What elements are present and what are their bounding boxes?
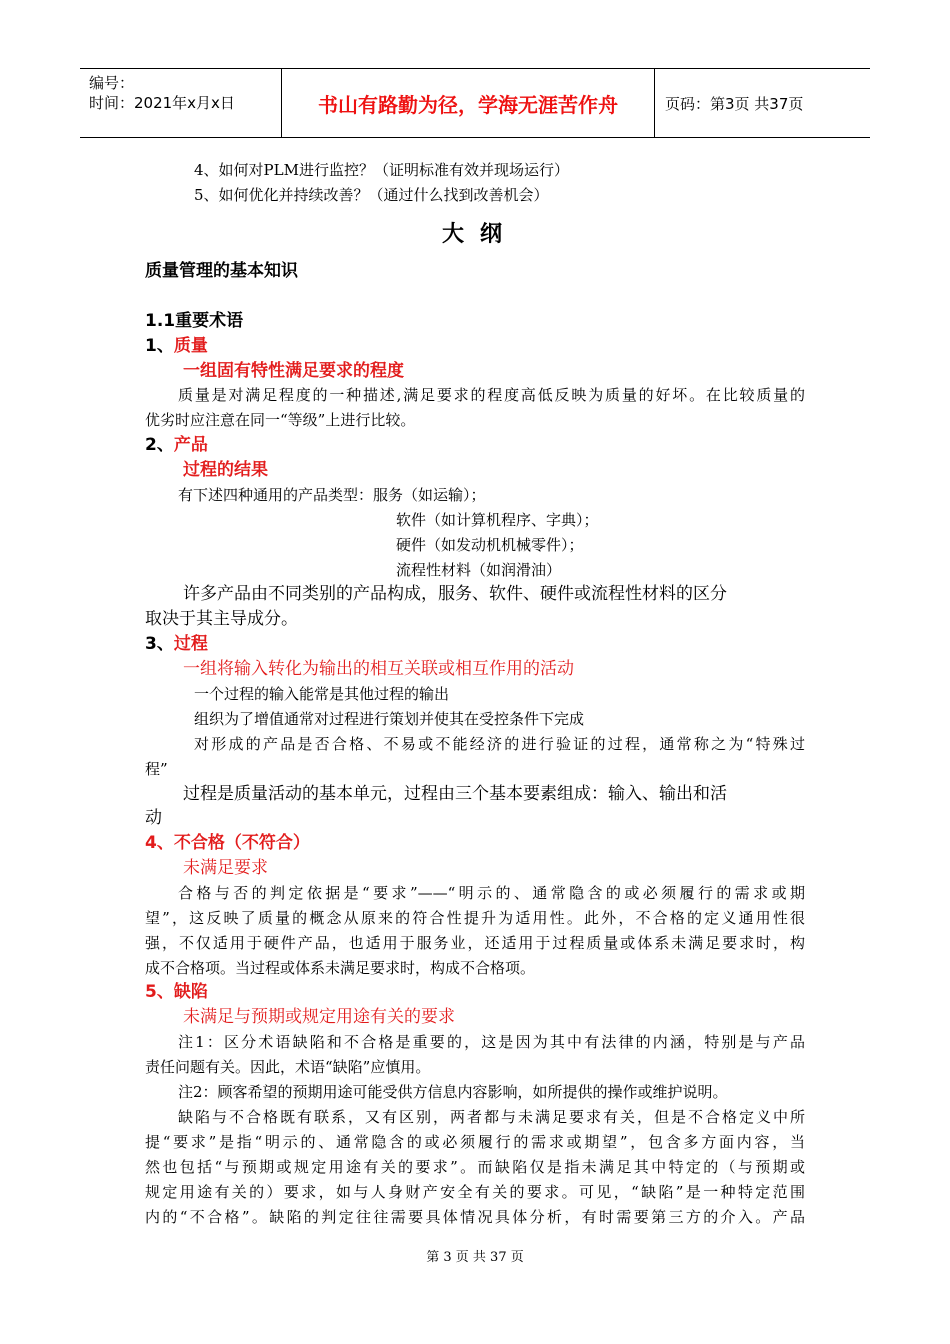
term-definition-product: 过程的结果 [183,460,268,480]
paragraph-line: 内的“不合格”。缺陷的判定往往需要具体情况具体分析，有时需要第三方的介入。产品 [145,1208,805,1226]
paragraph-line: 规定用途有关的）要求，如与人身财产安全有关的要求。可见，“缺陷”是一种特定范围 [145,1183,805,1201]
header-page-info: 页码：第3页 共37页 [665,94,804,113]
paragraph-line: 强，不仅适用于硬件产品，也适用于服务业，还适用于过程质量或体系未满足要求时，构 [145,934,805,952]
page-title: 大纲 [442,222,519,247]
note-line: 责任问题有关。因此，术语“缺陷”应慎用。 [145,1058,431,1076]
paragraph-line: 优劣时应注意在同一“等级”上进行比较。 [145,411,416,429]
product-type-line: 软件（如计算机程序、字典）； [396,511,599,529]
term-heading-quality: 1、质量 [145,336,208,356]
paragraph-line: 许多产品由不同类别的产品构成，服务、软件、硬件或流程性材料的区分 [183,584,727,604]
section-title: 质量管理的基本知识 [145,261,298,281]
term-heading-defect: 5、缺陷 [145,982,208,1002]
note-line: 注2：顾客希望的预期用途可能受供方信息内容影响，如所提供的操作或维护说明。 [178,1083,728,1101]
product-type-line: 流程性材料（如润滑油） [396,561,562,579]
paragraph-line: 组织为了增值通常对过程进行策划并使其在受控条件下完成 [194,710,585,728]
paragraph-line: 对形成的产品是否合格、不易或不能经济的进行验证的过程，通常称之为“特殊过 [194,735,805,753]
term-definition-defect: 未满足与预期或规定用途有关的要求 [183,1007,455,1027]
document-time: 时间：2021年x月x日 [89,94,235,112]
paragraph-line: 程” [145,760,168,778]
paragraph-line: 成不合格项。当过程或体系未满足要求时，构成不合格项。 [145,959,536,977]
term-heading-product: 2、产品 [145,435,208,455]
paragraph-line: 质量是对满足程度的一种描述,满足要求的程度高低反映为质量的好坏。在比较质量的 [178,386,805,404]
product-type-line: 有下述四种通用的产品类型：服务（如运输）； [178,486,486,504]
paragraph-line: 提“要求”是指“明示的、通常隐含的或必须履行的需求或期望”，包含多方面内容，当 [145,1133,805,1151]
intro-question-5: 5、如何优化并持续改善？（通过什么找到改善机会） [194,186,549,204]
term-definition-process: 一组将输入转化为输出的相互关联或相互作用的活动 [183,659,574,679]
paragraph-line: 合格与否的判定依据是“要求”——“明示的、通常隐含的或必须履行的需求或期 [178,884,805,902]
term-heading-nonconformity: 4、不合格（不符合） [145,833,310,853]
header-motto: 书山有路勤为径，学海无涯苦作舟 [282,69,655,137]
note-line: 注1：区分术语缺陷和不合格是重要的，这是因为其中有法律的内涵，特别是与产品 [178,1033,805,1051]
intro-question-4: 4、如何对PLM进行监控？（证明标准有效并现场运行） [194,161,569,179]
header-meta [80,69,282,137]
paragraph-line: 取决于其主导成分。 [145,609,298,629]
document-number: 编号： [89,74,135,92]
paragraph-line: 一个过程的输入能常是其他过程的输出 [194,685,450,703]
term-definition-quality: 一组固有特性满足要求的程度 [183,361,404,381]
term-definition-nonconformity: 未满足要求 [183,858,268,878]
paragraph-line: 缺陷与不合格既有联系，又有区别，两者都与未满足要求有关，但是不合格定义中所 [178,1108,805,1126]
subsection-title: 1.1重要术语 [145,311,244,331]
paragraph-line: 动 [145,808,162,828]
term-heading-process: 3、过程 [145,634,208,654]
page-header [80,68,870,138]
paragraph-line: 望”，这反映了质量的概念从原来的符合性提升为适用性。此外，不合格的定义通用性很 [145,909,805,927]
paragraph-line: 过程是质量活动的基本单元，过程由三个基本要素组成：输入、输出和活 [183,784,727,804]
paragraph-line: 然也包括“与预期或规定用途有关的要求”。而缺陷仅是指未满足其中特定的（与预期或 [145,1158,805,1176]
product-type-line: 硬件（如发动机机械零件）； [396,536,584,554]
page-footer: 第 3 页 共 37 页 [426,1250,524,1265]
